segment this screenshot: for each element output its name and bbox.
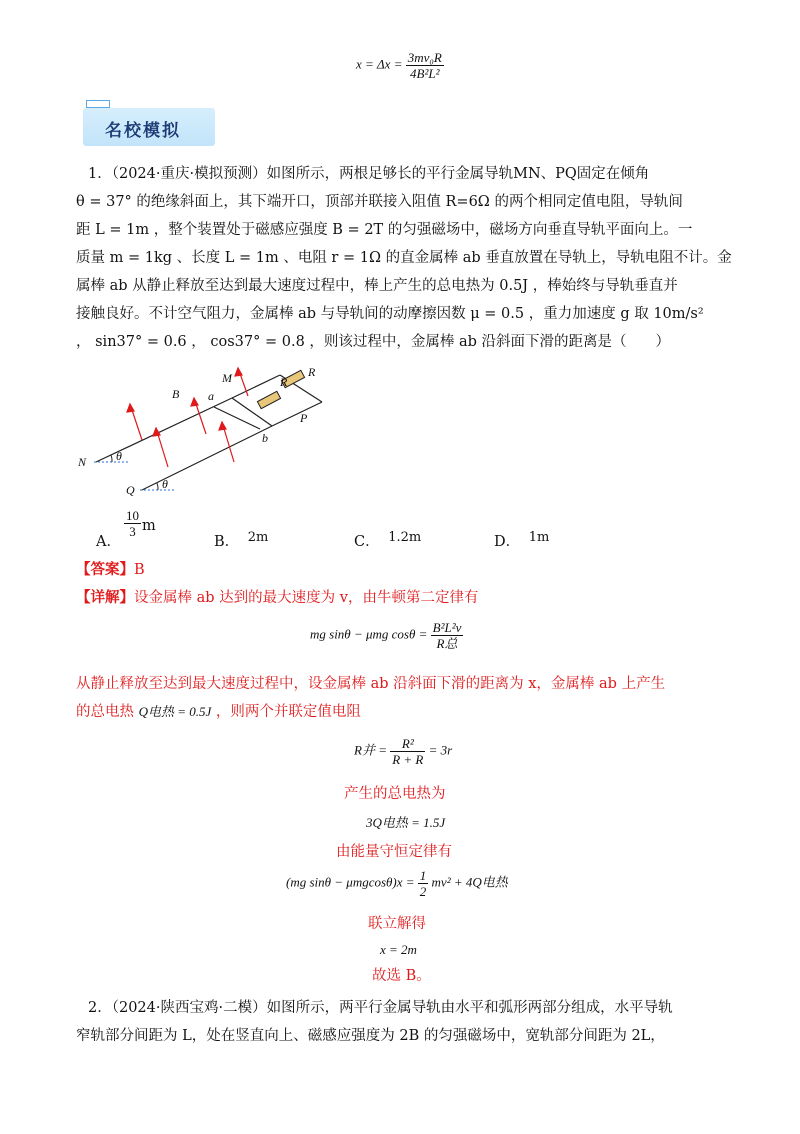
rail-pq-top [272,402,322,426]
detail-line-4: 产生的总电热为 [344,786,446,802]
label-m: M [222,371,232,385]
option-d[interactable] [494,530,549,551]
equation-4-numerator: 1 [419,868,427,883]
option-c[interactable] [354,530,421,551]
section-badge [83,108,215,146]
detail-text-3b: ，则两个并联定值电阻 [215,704,361,720]
label-p: P [300,411,308,425]
label-n: N [78,455,87,469]
equation-2-denominator: R + R [392,752,424,767]
equation-1-lhs: mg sinθ − μmg cosθ = [310,626,428,642]
equation-3: 3Q电热 = 1.5J [366,815,446,830]
q1-line-4: 质量 m = 1kg 、长度 L = 1m 、电阻 r = 1Ω 的直金属棒 ab 垂直放置在导轨上，导轨电阻不计。金 [76,250,732,266]
equation-2-fraction [390,736,425,767]
option-a-unit: m [142,518,156,534]
q1-line-1: 1．（2024·重庆·模拟预测）如图所示，两根足够长的平行金属导轨MN、PQ固定在倾角 [88,166,650,182]
q1-line-5: 属棒 ab 从静止释放至达到最大速度过程中，棒上产生的总电热为 0.5J ，棒始终与导轨垂直并 [76,278,678,294]
q1-line-2: θ = 37° 的绝缘斜面上，其下端开口，顶部并联接入阻值 R=6Ω 的两个相同定值电阻，导轨间 [76,194,683,210]
detail-line-6: 联立解得 [368,916,426,932]
option-a-fraction [124,508,141,539]
equation-4 [286,868,508,899]
equation-4-fraction [418,868,429,899]
option-b-value: 2m [247,530,269,545]
top-formula-fraction [406,50,444,81]
badge-tab-decoration [86,100,110,108]
answer-value: B [134,562,145,578]
detail-heat-eq: Q电热 = 0.5J [138,704,212,719]
detail-line-1 [76,584,478,612]
label-theta-1: θ [116,449,122,463]
equation-4-denominator: 2 [419,884,427,899]
equation-1-fraction [431,620,464,651]
option-a-numerator: 10 [126,508,139,523]
top-formula-numerator: 3mv₀R [407,50,442,65]
resistor-1 [257,391,280,408]
detail-line-5: 由能量守恒定律有 [336,844,452,860]
top-formula-denominator: 4B²L² [410,66,440,81]
equation-1-numerator: B²L²v [432,620,462,635]
q2-line-1: 2．（2024·陕西宝鸡·二模）如图所示，两平行金属导轨由水平和弧形两部分组成，水平导轨 [88,1000,673,1016]
equation-1 [310,620,463,651]
equation-2 [354,736,452,767]
q1-line-3: 距 L = 1m ，整个装置处于磁感应强度 B = 2T 的匀强磁场中，磁场方向垂直导轨平面向上。一 [76,222,693,238]
option-b-letter: B． [214,534,240,550]
detail-line-2: 从静止释放至达到最大速度过程中，设金属棒 ab 沿斜面下滑的距离为 x，金属棒 ab 上产生 [76,676,666,692]
option-c-value: 1.2m [388,530,422,545]
equation-2-lhs: R并 = [354,742,387,758]
option-c-letter: C． [354,534,380,550]
equation-2-rhs: = 3r [428,742,453,758]
label-a: a [208,389,214,403]
label-q: Q [126,483,135,497]
detail-line-3 [76,698,361,726]
equation-2-numerator: R² [390,736,425,752]
equation-4-lhs: (mg sinθ − μmgcosθ)x = [286,874,415,890]
equation-1-denominator: R总 [436,636,458,651]
detail-line-7: 故选 B。 [372,968,431,984]
detail-text-1: 设金属棒 ab 达到的最大速度为 v，由牛顿第二定律有 [134,590,479,606]
top-formula [356,50,444,81]
label-b-field: B [172,387,180,401]
equation-5: x = 2m [380,942,417,957]
label-b: b [262,431,268,445]
detail-tag: 【详解】 [76,589,134,606]
top-formula-lhs: x = Δx = [356,56,403,72]
q1-line-6: 接触良好。不计空气阻力，金属棒 ab 与导轨间的动摩擦因数 μ = 0.5 ，重力加速度 g 取 10m/s² [76,306,704,322]
answer-tag: 【答案】 [76,561,134,578]
label-r2: R [308,365,316,379]
q2-line-2: 窄轨部分间距为 L，处在竖直向上、磁感应强度为 2B 的匀强磁场中，宽轨部分间距为 2L， [76,1028,665,1044]
label-theta-2: θ [162,477,168,491]
q1-line-7: ， sin37° = 0.6 ， cos37° = 0.8 ，则该过程中，金属棒 ab 沿斜面下滑的距离是（ ） [76,334,671,350]
label-r1: R [280,375,288,389]
option-d-value: 1m [528,530,550,545]
option-a-letter: A． [96,534,121,550]
equation-4-rhs: mv² + 4Q电热 [431,874,508,890]
detail-text-3a: 的总电热 [76,704,134,720]
answer-line [76,556,145,584]
incline-rails-figure [70,362,330,502]
option-d-letter: D． [494,534,521,550]
option-a-denominator: 3 [129,524,136,539]
section-badge-label: 名校模拟 [105,121,181,141]
option-b[interactable] [214,530,268,551]
